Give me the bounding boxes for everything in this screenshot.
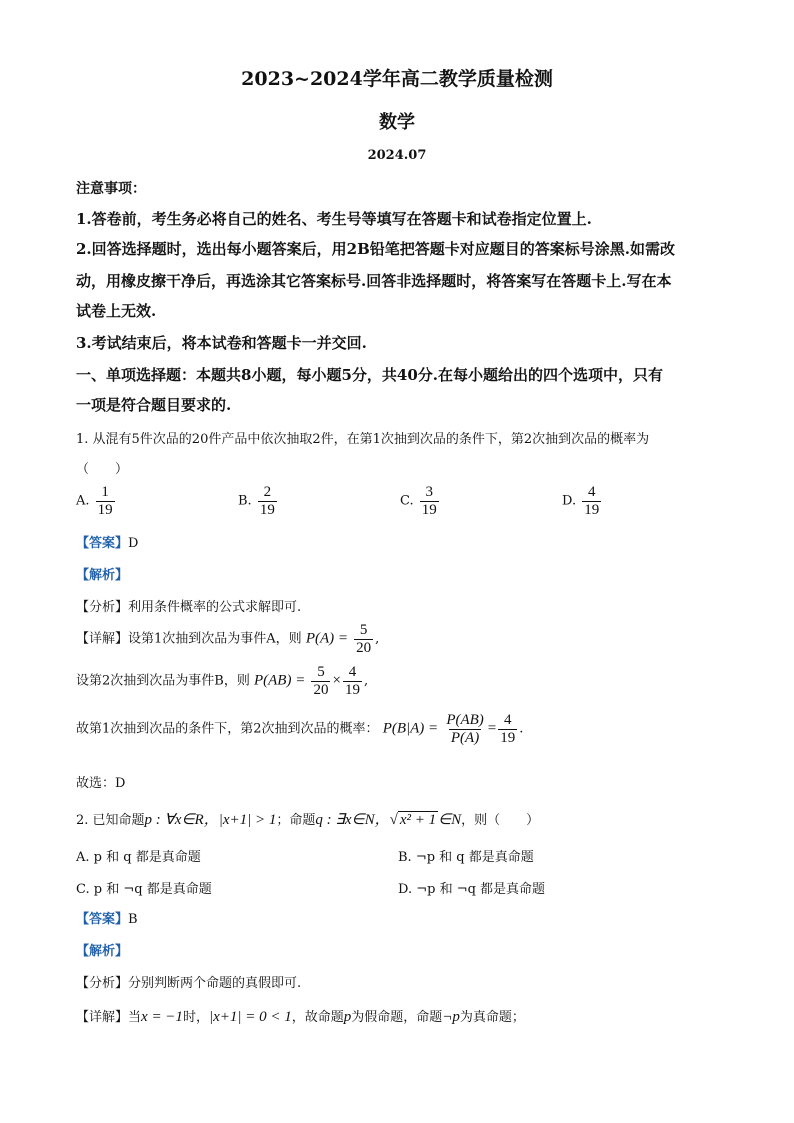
q1-option-fraction: $\frac{1}{19}$ <box>97 484 113 518</box>
q2-option-b: B. ¬p 和 q 都是真命题 <box>398 850 534 865</box>
notice-item-1: 1.答卷前，考生务必将自己的姓名、考生号等填写在答题卡和试卷指定位置上. <box>76 210 592 228</box>
notice-heading: 注意事项： <box>76 181 146 197</box>
q1-option-d <box>562 484 603 518</box>
q1-analysis-tag: 【解析】 <box>76 568 129 583</box>
answer-value: D <box>128 536 139 551</box>
notice-item-2-line-2: 动，用橡皮擦干净后，再选涂其它答案标号.回答非选择题时，将答案写在答题卡上.写在本 <box>76 272 672 290</box>
q1-option-b <box>238 484 279 518</box>
q1-option-label: D. <box>562 493 577 509</box>
q2-analysis-tag: 【解析】 <box>76 944 129 959</box>
q1-fenxi: 【分析】利用条件概率的公式求解即可. <box>76 600 302 615</box>
notice-item-2-line-3: 试卷上无效. <box>76 302 157 320</box>
q1-detail-line-1: 【详解】设第1次抽到次品为事件A，则 P(A) = $\frac{5}{20}$ , <box>76 622 380 656</box>
q1-option-label: A. <box>76 493 90 509</box>
exam-date: 2024.07 <box>367 148 427 163</box>
answer-tag: 【答案】 <box>76 536 129 551</box>
notice-item-3: 3.考试结束后，将本试卷和答题卡一并交回. <box>76 334 367 352</box>
q1-stem: 1. 从混有5件次品的20件产品中依次抽取2件，在第1次抽到次品的条件下，第2次抽到次品的概率为 <box>76 432 650 447</box>
q1-detail-line-3: 故第1次抽到次品的条件下，第2次抽到次品的概率： P(B|A) = $\frac{P(AB)}{P(A)}$ = $\frac{4}{19}$ . <box>76 712 524 746</box>
answer-value: B <box>128 912 138 927</box>
q2-option-a: A. p 和 q 都是真命题 <box>76 850 201 865</box>
q1-conclusion: 故选：D <box>76 776 126 791</box>
subject-title: 数学 <box>379 112 415 133</box>
q2-answer <box>76 908 138 927</box>
exam-title: 2023~2024学年高二教学质量检测 <box>241 68 553 90</box>
q1-paren: （ ） <box>76 462 129 477</box>
section-heading-line-1: 一、单项选择题：本题共8小题，每小题5分，共40分.在每小题给出的四个选项中，只有 <box>76 366 663 384</box>
q1-option-a <box>76 484 117 518</box>
q1-option-fraction: $\frac{3}{19}$ <box>421 484 437 518</box>
section-heading-line-2: 一项是符合题目要求的. <box>76 396 232 414</box>
q2-stem: 2. 已知命题p : ∀x∈R，|x+1| > 1；命题q : ∃x∈N，√ x² + 1 ∈N，则（ ） <box>76 812 540 828</box>
q1-detail-line-2: 设第2次抽到次品为事件B，则 P(AB) = $\frac{5}{20}$ × $\frac{4}{19}$ , <box>76 664 369 698</box>
q2-fenxi: 【分析】分别判断两个命题的真假即可. <box>76 976 302 991</box>
q2-option-c: C. p 和 ¬q 都是真命题 <box>76 882 212 897</box>
q1-option-fraction: $\frac{4}{19}$ <box>584 484 600 518</box>
notice-item-2-line-1: 2.回答选择题时，选出每小题答案后，用2B铅笔把答题卡对应题目的答案标号涂黑.如需改 <box>76 240 676 258</box>
q2-detail-line-1: 【详解】当x = −1时，|x+1| = 0 < 1，故命题p为假命题，命题¬p为真命题； <box>76 1009 525 1025</box>
q1-answer <box>76 532 138 551</box>
answer-tag: 【答案】 <box>76 912 129 927</box>
q1-option-c <box>400 484 441 518</box>
q2-option-d: D. ¬p 和 ¬q 都是真命题 <box>398 882 546 897</box>
q1-option-label: B. <box>238 493 252 509</box>
q1-option-label: C. <box>400 493 414 509</box>
q1-option-fraction: $\frac{2}{19}$ <box>259 484 275 518</box>
